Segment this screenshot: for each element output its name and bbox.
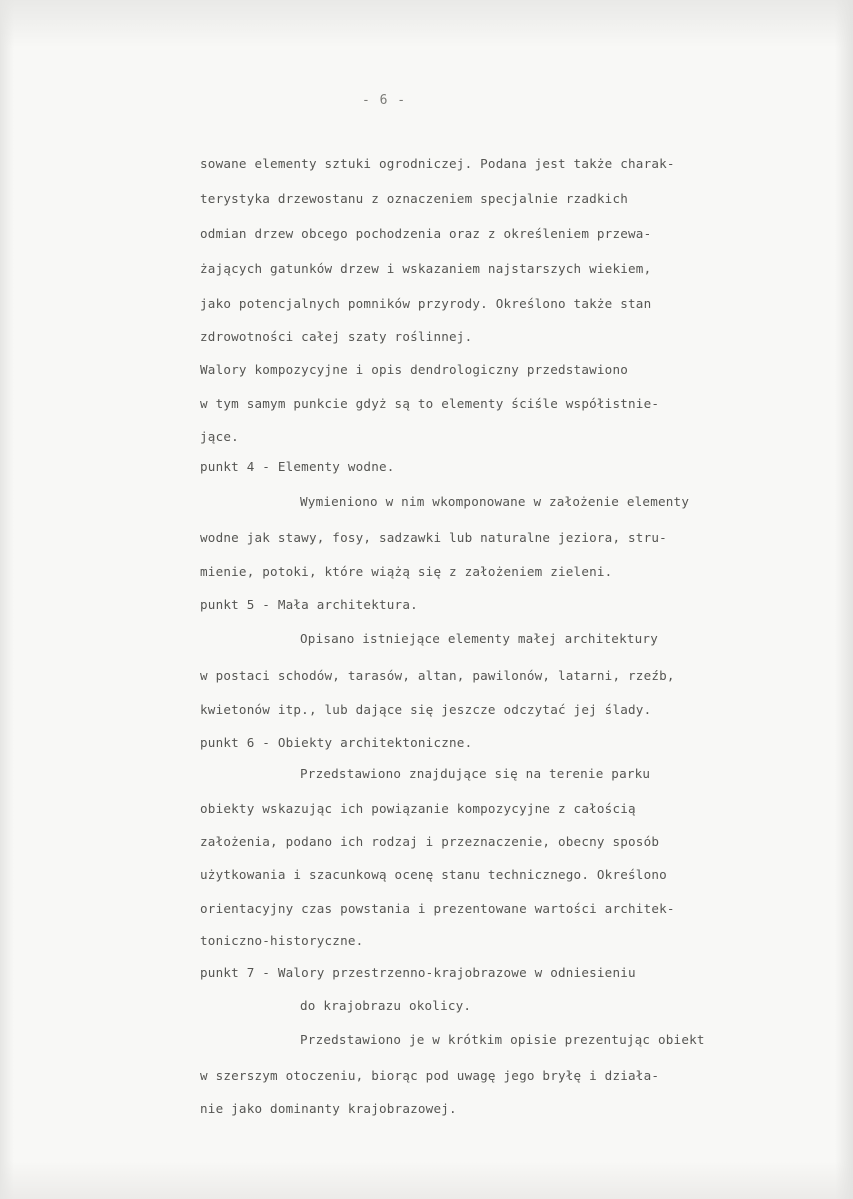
section-heading: punkt 7 - Walory przestrzenno-krajobrazowe w odniesieniu xyxy=(200,965,636,980)
section-heading: punkt 4 - Elementy wodne. xyxy=(200,459,395,474)
text-line: jące. xyxy=(200,429,239,444)
text-line: Przedstawiono znajdujące się na terenie parku xyxy=(300,766,651,781)
text-line: orientacyjny czas powstania i prezentowane wartości architek- xyxy=(200,901,675,916)
text-line: żających gatunków drzew i wskazaniem najstarszych wiekiem, xyxy=(200,261,652,276)
text-line: wodne jak stawy, fosy, sadzawki lub naturalne jeziora, stru- xyxy=(200,530,667,545)
section-heading: punkt 6 - Obiekty architektoniczne. xyxy=(200,735,473,750)
text-line: Przedstawiono je w krótkim opisie prezentując obiekt xyxy=(300,1032,705,1047)
text-line: Walory kompozycyjne i opis dendrologiczny przedstawiono xyxy=(200,362,629,377)
text-line: użytkowania i szacunkową ocenę stanu technicznego. Określono xyxy=(200,867,667,882)
text-line: odmian drzew obcego pochodzenia oraz z określeniem przewa- xyxy=(200,226,652,241)
text-line: toniczno-historyczne. xyxy=(200,933,364,948)
text-line: jako potencjalnych pomników przyrody. Określono także stan xyxy=(200,296,652,311)
scan-shadow-right xyxy=(835,0,853,1199)
text-line: obiekty wskazując ich powiązanie kompozycyjne z całością xyxy=(200,801,636,816)
text-line: kwietonów itp., lub dające się jeszcze odczytać jej ślady. xyxy=(200,702,652,717)
text-line: w tym samym punkcie gdyż są to elementy ściśle współistnie- xyxy=(200,396,660,411)
text-line: założenia, podano ich rodzaj i przeznaczenie, obecny sposób xyxy=(200,834,660,849)
text-line: Opisano istniejące elementy małej architektury xyxy=(300,631,658,646)
text-line: terystyka drzewostanu z oznaczeniem specjalnie rzadkich xyxy=(200,191,629,206)
scan-shadow-left xyxy=(0,0,14,1199)
text-line: zdrowotności całej szaty roślinnej. xyxy=(200,329,473,344)
section-heading: punkt 5 - Mała architektura. xyxy=(200,597,418,612)
scan-shadow-bottom xyxy=(0,1161,853,1199)
scan-shadow-top xyxy=(0,0,853,48)
text-line: w postaci schodów, tarasów, altan, pawilonów, latarni, rzeźb, xyxy=(200,668,675,683)
text-line: nie jako dominanty krajobrazowej. xyxy=(200,1101,457,1116)
text-line: w szerszym otoczeniu, biorąc pod uwagę jego bryłę i działa- xyxy=(200,1068,660,1083)
text-line: mienie, potoki, które wiążą się z założeniem zieleni. xyxy=(200,564,613,579)
text-line: Wymieniono w nim wkomponowane w założenie elementy xyxy=(300,494,690,509)
page-number: - 6 - xyxy=(362,93,407,108)
text-line: sowane elementy sztuki ogrodniczej. Podana jest także charak- xyxy=(200,156,675,171)
section-heading-continuation: do krajobrazu okolicy. xyxy=(300,998,472,1013)
